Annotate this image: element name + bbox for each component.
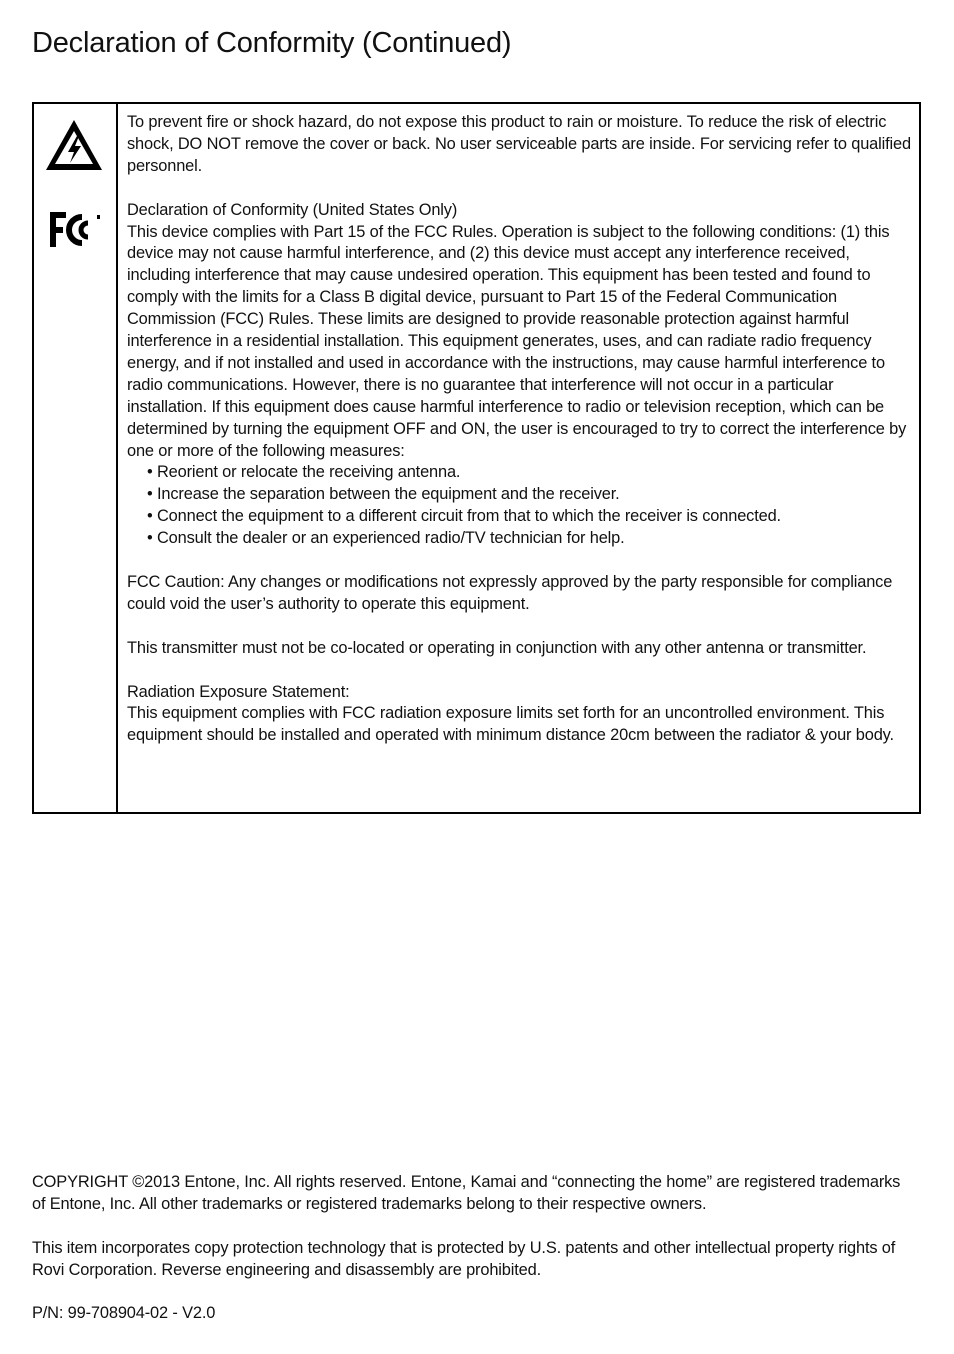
- radiation-body: This equipment complies with FCC radiation exposure limits set forth for an uncontrolled environment. This equipment should be installed and operated with minimum distance 20cm between the radiator & your body.: [127, 704, 894, 745]
- warning-electric-shock-icon: [43, 117, 105, 173]
- measures-list: [127, 462, 917, 550]
- measure-item: • Increase the separation between the equipment and the receiver.: [147, 484, 917, 506]
- fcc-logo-icon: [48, 210, 102, 250]
- measure-item: • Consult the dealer or an experienced radio/TV technician for help.: [147, 528, 917, 550]
- page-title: Declaration of Conformity (Continued): [32, 27, 512, 59]
- colocation-notice: This transmitter must not be co-located or operating in conjunction with any other antenna or transmitter.: [127, 638, 867, 657]
- notice-box: [32, 102, 921, 814]
- measure-item: • Reorient or relocate the receiving antenna.: [147, 462, 917, 484]
- icon-column: [34, 104, 118, 812]
- notice-text: [127, 112, 917, 747]
- rovi-notice: This item incorporates copy protection technology that is protected by U.S. patents and other intellectual property rights of Rovi Corporation. Reverse engineering and disassembly are prohibited.: [32, 1238, 896, 1279]
- declaration-body: This device complies with Part 15 of the FCC Rules. Operation is subject to the following conditions: (1) this device may not cause harmful interference, and (2) this device must accept any interference received, including interference that may cause undesired operation. This equipment has been tested and found to comply with the limits for a Class B digital device, pursuant to Part 15 of the Federal Communication Commission (FCC) Rules. These limits are designed to provide reasonable protection against harmful interference in a residential installation. This equipment generates, uses, and can radiate radio frequency energy, and if not installed and used in accordance with the instructions, may cause harmful interference to radio communications. However, there is no guarantee that interference will not occur in a particular installation. If this equipment does cause harmful interference to radio or television reception, which can be determined by turning the equipment OFF and ON, the user is encouraged to try to correct the interference by one or more of the following measures:: [127, 222, 907, 460]
- radiation-heading: Radiation Exposure Statement:: [127, 682, 350, 701]
- measure-item: • Connect the equipment to a different circuit from that to which the receiver is connected.: [147, 506, 917, 528]
- fcc-caution: FCC Caution: Any changes or modifications not expressly approved by the party responsible for compliance could void the user’s authority to operate this equipment.: [127, 573, 893, 613]
- hazard-warning: To prevent fire or shock hazard, do not expose this product to rain or moisture. To reduce the risk of electric shock, DO NOT remove the cover or back. No user serviceable parts are inside. For servicing refer to qualified personnel.: [127, 113, 911, 175]
- declaration-heading: Declaration of Conformity (United States Only): [127, 200, 458, 219]
- copyright-notice: COPYRIGHT ©2013 Entone, Inc. All rights reserved. Entone, Kamai and “connecting the home” are registered trademarks of Entone, Inc. All other trademarks or registered trademarks belong to their respective owners.: [32, 1173, 901, 1213]
- footer: [32, 1172, 912, 1325]
- part-number: P/N: 99-708904-02 - V2.0: [32, 1304, 216, 1323]
